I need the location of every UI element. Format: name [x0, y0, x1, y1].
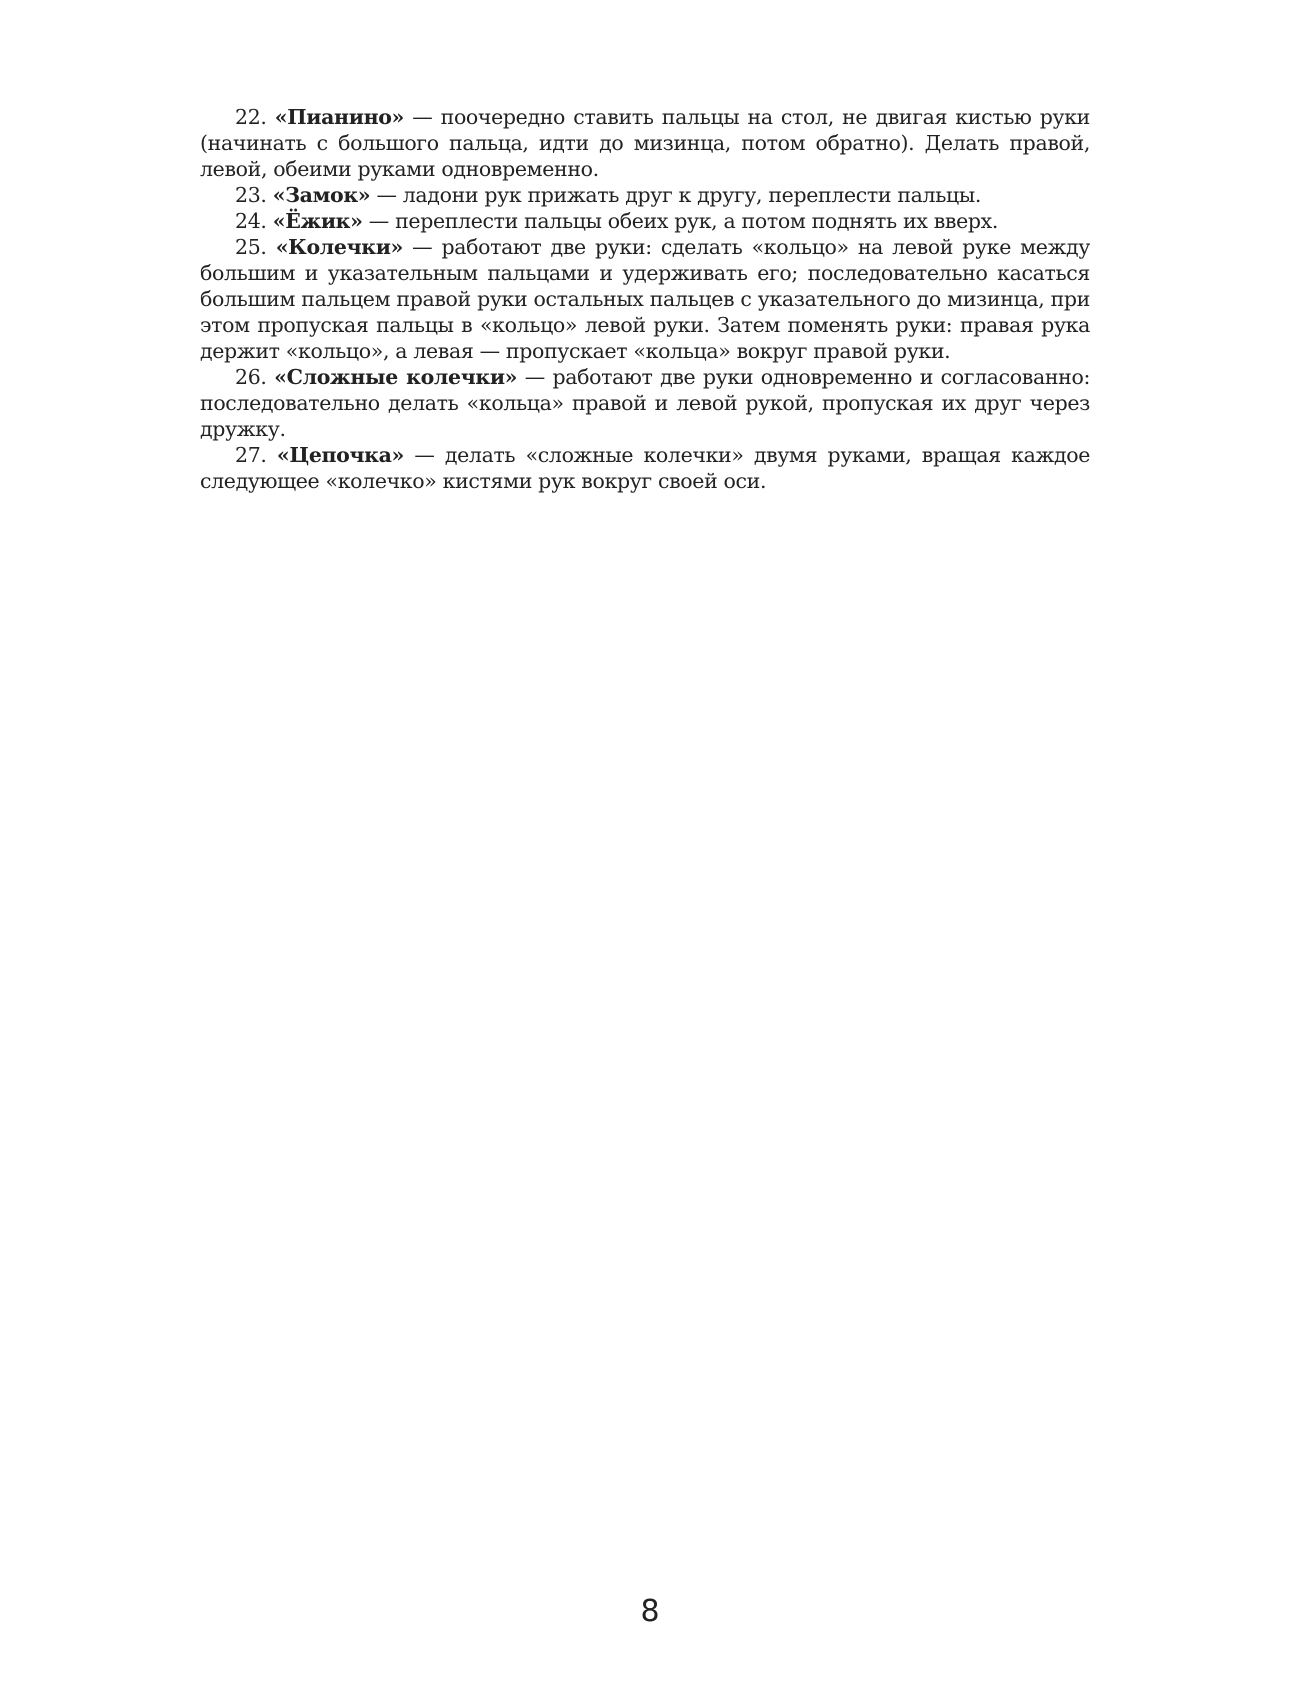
exercise-description: — работают две руки: сделать «кольцо» на левой руке между большим и указательным пальцами и удерживать его; последовательно касаться большим пальцем правой руки остальных пальцев с указательного до мизинца, при этом пропуская пальцы в «кольцо» левой руки. Затем поменять руки: правая рука держит «кольцо», а левая — пропускает «кольца» вокруг правой руки.: [200, 235, 1090, 363]
exercise-title: «Ёжик»: [272, 209, 363, 233]
exercise-item-27: [200, 442, 1090, 494]
exercise-item-23: [200, 182, 1090, 208]
page-number: 8: [640, 1594, 660, 1629]
exercise-number: 26.: [235, 365, 267, 389]
exercise-number: 25.: [235, 235, 267, 259]
exercise-title: «Цепочка»: [276, 443, 405, 467]
exercise-title: «Замок»: [272, 183, 371, 207]
exercise-description: — переплести пальцы обеих рук, а потом поднять их вверх.: [368, 209, 999, 233]
exercise-list: [200, 104, 1090, 494]
exercise-title: «Сложные колечки»: [274, 365, 518, 389]
exercise-number: 23.: [235, 183, 267, 207]
exercise-number: 22.: [235, 105, 267, 129]
exercise-item-26: [200, 364, 1090, 442]
exercise-number: 24.: [235, 209, 267, 233]
exercise-title: «Пианино»: [274, 105, 405, 129]
exercise-description: — поочередно ставить пальцы на стол, не двигая кистью руки (начинать с большого пальца, идти до мизинца, потом обратно). Делать правой, левой, обеими руками одновременно.: [200, 105, 1090, 181]
exercise-title: «Колечки»: [275, 235, 404, 259]
exercise-item-24: [200, 208, 1090, 234]
exercise-number: 27.: [235, 443, 267, 467]
exercise-description: — работают две руки одновременно и согласованно: последовательно делать «кольца» правой и левой рукой, пропуская их друг через дружку.: [200, 365, 1091, 441]
exercise-item-22: [200, 104, 1090, 182]
exercise-description: — ладони рук прижать друг к другу, переплести пальцы.: [376, 183, 982, 207]
exercise-description: — делать «сложные колечки» двумя руками, вращая каждое следующее «колечко» кистями рук вокруг своей оси.: [200, 443, 1091, 493]
exercise-item-25: [200, 234, 1090, 364]
